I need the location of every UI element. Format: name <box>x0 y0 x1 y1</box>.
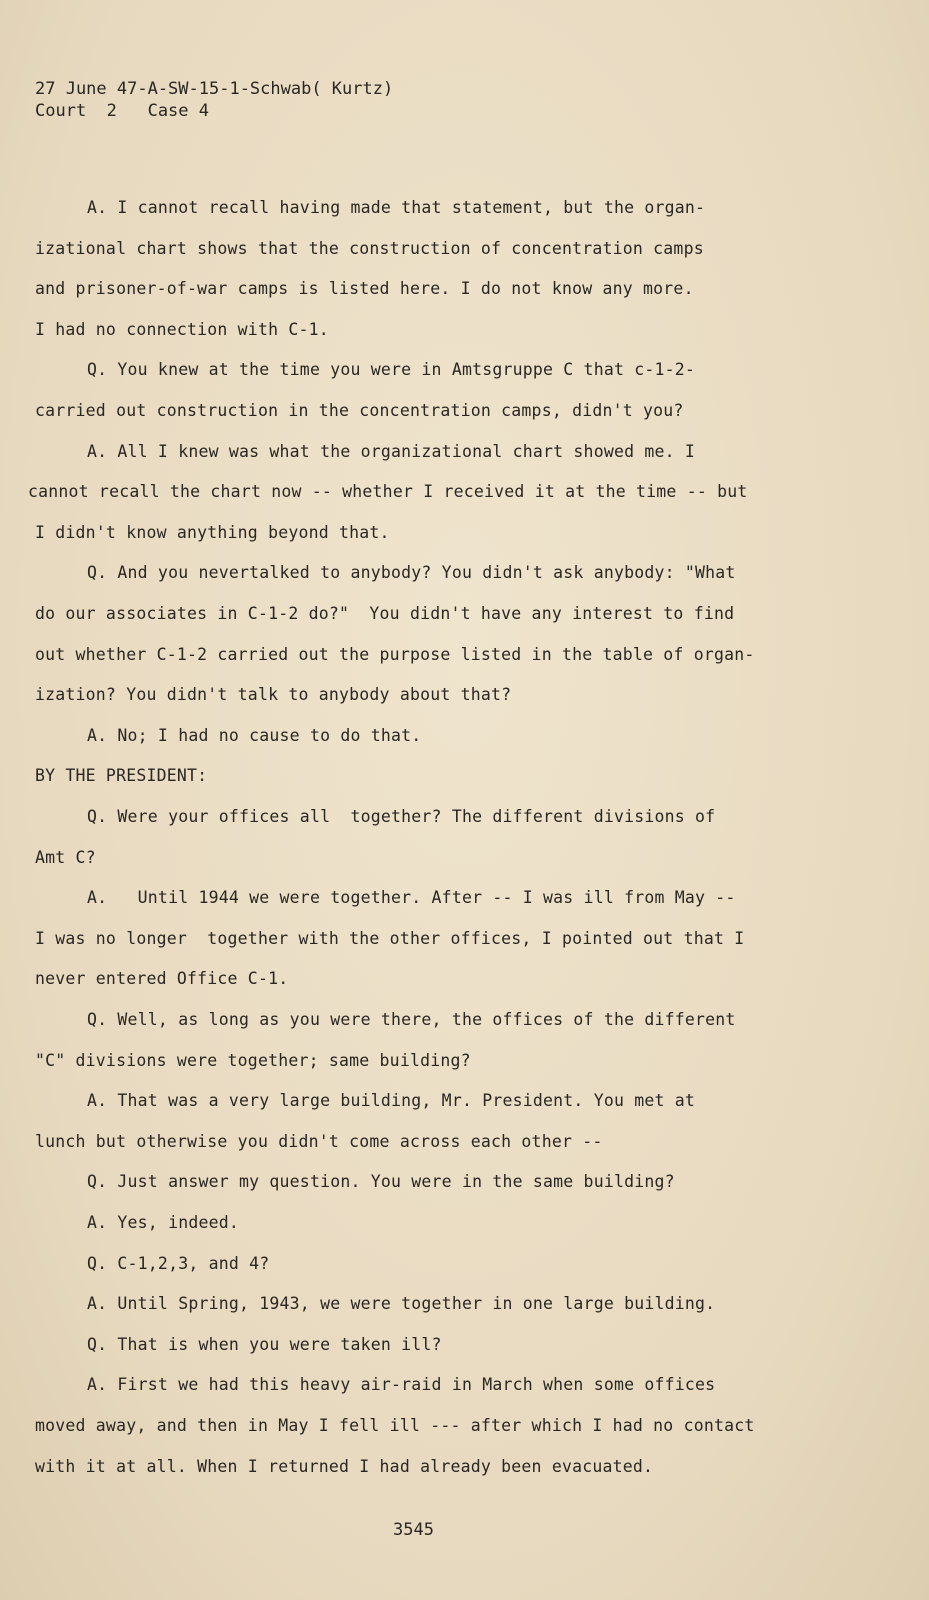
transcript-line: A. That was a very large building, Mr. President. You met at <box>87 1091 696 1110</box>
transcript-line: A. Until Spring, 1943, we were together in one large building. <box>87 1294 716 1313</box>
transcript-line: Q. C-1,2,3, and 4? <box>87 1254 270 1273</box>
transcript-line: cannot recall the chart now -- whether I received it at the time -- but <box>28 482 748 501</box>
transcript-line: Q. That is when you were taken ill? <box>87 1335 442 1354</box>
transcript-line: I didn't know anything beyond that. <box>35 523 390 542</box>
transcript-line: carried out construction in the concentration camps, didn't you? <box>35 401 684 420</box>
transcript-line: A. First we had this heavy air-raid in March when some offices <box>87 1375 716 1394</box>
transcript-line: "C" divisions were together; same building? <box>35 1051 471 1070</box>
transcript-line: moved away, and then in May I fell ill --- after which I had no contact <box>35 1416 755 1435</box>
transcript-line: ization? You didn't talk to anybody about that? <box>35 685 512 704</box>
page-number: 3545 <box>393 1520 434 1540</box>
transcript-line: Q. And you nevertalked to anybody? You didn't ask anybody: "What <box>87 563 736 582</box>
document-header <box>35 78 393 122</box>
transcript-line: I was no longer together with the other offices, I pointed out that I <box>35 929 745 948</box>
transcript-line: Q. Well, as long as you were there, the offices of the different <box>87 1010 736 1029</box>
transcript-line: lunch but otherwise you didn't come across each other -- <box>35 1132 603 1151</box>
transcript-line: A. Yes, indeed. <box>87 1213 240 1232</box>
transcript-line: never entered Office C-1. <box>35 969 289 988</box>
transcript-line: with it at all. When I returned I had already been evacuated. <box>35 1457 654 1476</box>
transcript-line: BY THE PRESIDENT: <box>35 766 208 785</box>
transcript-line: A. I cannot recall having made that statement, but the organ- <box>87 198 706 217</box>
transcript-line: A. No; I had no cause to do that. <box>87 726 422 745</box>
transcript-line: A. All I knew was what the organizational chart showed me. I <box>87 442 696 461</box>
transcript-line: out whether C-1-2 carried out the purpose listed in the table of organ- <box>35 645 755 664</box>
header-court-case: Court 2 Case 4 <box>35 101 209 121</box>
transcript-line: izational chart shows that the construction of concentration camps <box>35 239 704 258</box>
header-reference: 27 June 47-A-SW-15-1-Schwab( Kurtz) <box>35 79 394 99</box>
transcript-line: Q. You knew at the time you were in Amtsgruppe C that c-1-2- <box>87 360 696 379</box>
transcript-line: I had no connection with C-1. <box>35 320 329 339</box>
transcript-line: and prisoner-of-war camps is listed here. I do not know any more. <box>35 279 694 298</box>
transcript-line: A. Until 1944 we were together. After -- I was ill from May -- <box>87 888 736 907</box>
transcript-line: Q. Were your offices all together? The different divisions of <box>87 807 716 826</box>
transcript-line: do our associates in C-1-2 do?" You didn't have any interest to find <box>35 604 735 623</box>
transcript-line: Q. Just answer my question. You were in the same building? <box>87 1172 675 1191</box>
transcript-line: Amt C? <box>35 848 96 867</box>
